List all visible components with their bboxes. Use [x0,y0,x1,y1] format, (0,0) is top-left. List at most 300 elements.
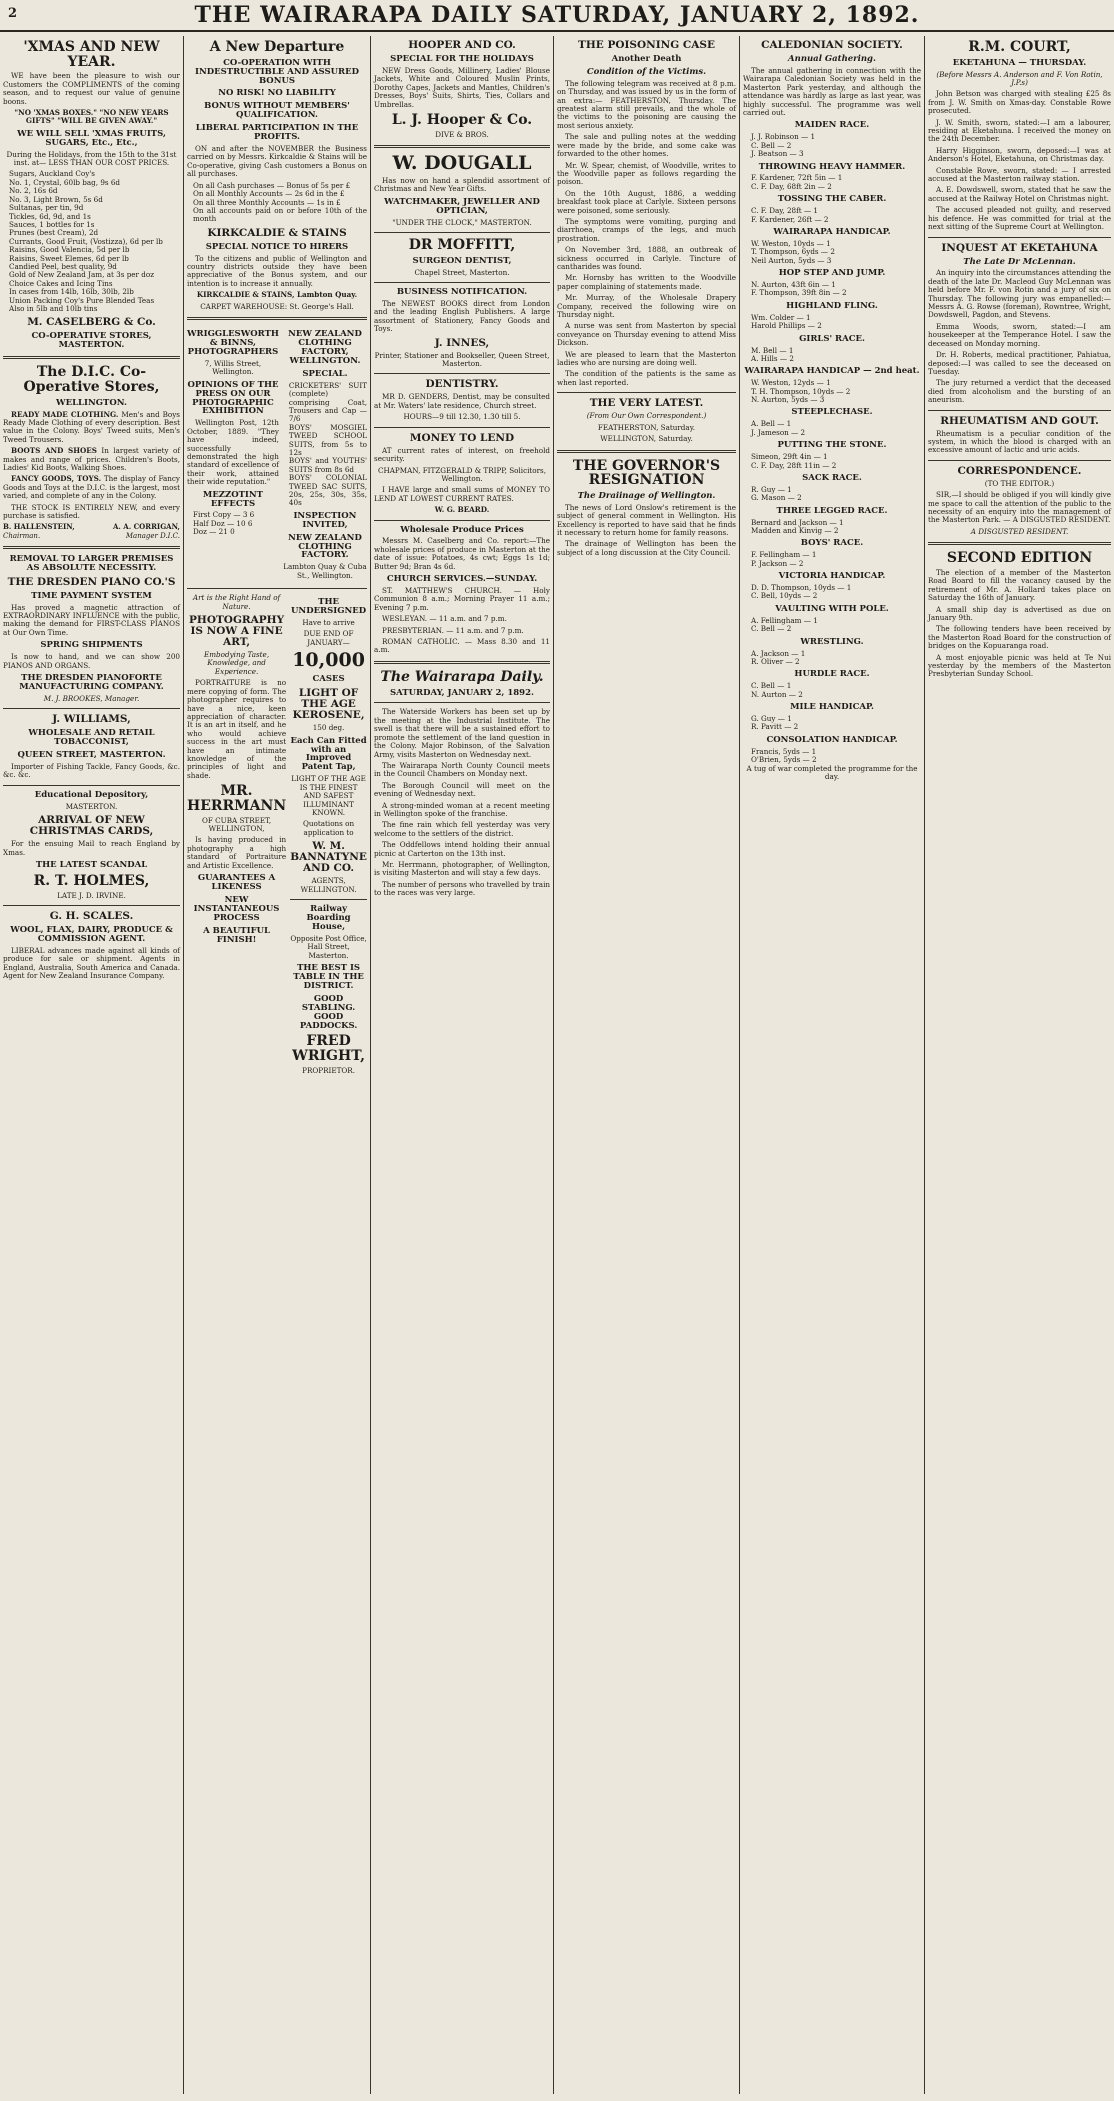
list-item: In cases from 14lb, 16lb, 30lb, 2lb [9,287,134,297]
opinions-text: Wellington Post, 12th October, 1889. "They have indeed, successfully demonstrated the high standard of excellence of their work, attained their wide reputation." [187,418,279,487]
dentistry-hours: HOURS—9 till 12.30, 1.30 till 5. [403,412,521,422]
watchmaker: WATCHMAKER, JEWELLER AND OPTICIAN, [384,196,540,216]
cases-word: CASES [312,674,345,685]
condition: Condition of the Victims. [586,66,707,77]
boarding: Railway Boarding House, [306,903,351,932]
list-item: Prunes (best Cream), 2d [9,228,99,238]
dentistry-heading: DENTISTRY. [425,378,499,391]
event-placing: W. Weston, 10yds — 1 [751,238,831,248]
best-table: THE BEST IS TABLE IN THE DISTRICT. [293,962,364,991]
photo-heading: PHOTOGRAPHY IS NOW A FINE ART, [189,614,285,649]
inquest-text: An inquiry into the circumstances attending the death of the late Dr. Macleod Guy McLennan was held before Mr. F. von Rotin and a jury of six on Thursday. The following jury was empanelled:—Messrs A. G. Rowse (foreman), Rowntree, Wright, Dowdswell, Pagdon, and Stevens. [928,268,1111,320]
photo-block [187,326,279,583]
business-text: The NEWEST BOOKS direct from London and the leading English Publishers. A large assortment of Stationery, Fancy Goods and Toys. [374,299,550,334]
signatory-role: Manager D.I.C. [125,531,180,540]
bannatyne: W. M. BANNATYNE AND CO. [290,840,367,875]
williams-text: Importer of Fishing Tackle, Fancy Goods, &c. &c. &c. [3,761,180,780]
dic-section-text: The display of Fancy Goods and Toys at the D.I.C. is the largest, most varied, and complete of any in the Colony. [3,474,180,501]
caledonian-heading: CALEDONIAN SOCIETY. [761,39,903,51]
list-item: No. 1, Crystal, 60lb bag, 9s 6d [9,177,121,187]
xmas-heading: 'XMAS AND NEW YEAR. [23,39,160,70]
event-placing: T. Thompson, 6yds — 2 [751,247,835,257]
business-notice: BUSINESS NOTIFICATION. [396,287,528,298]
bonus-list [193,182,367,224]
event-placing: C. Bell — 1 [751,681,792,691]
event-title: STEEPLECHASE. [791,407,873,418]
herrmann-sub: OF CUBA STREET, WELLINGTON, [202,815,272,833]
event-placing: P. Jackson — 2 [751,558,804,568]
list-item: First Copy — 3 6 [193,510,255,520]
rm-before: (Before Messrs A. Anderson and F. Von Rotin, J.P.s) [936,69,1103,88]
liberal-heading: LIBERAL PARTICIPATION IN THE PROFITS. [195,123,359,143]
hooper-name: L. J. Hooper & Co. [391,111,533,128]
educational-city: MASTERTON. [65,801,118,811]
special-notice: SPECIAL NOTICE TO HIRERS [205,241,349,252]
divider [3,708,180,709]
hooper-heading: HOOPER AND CO. [408,39,516,51]
caledonian-sub: Annual Gathering. [788,54,876,65]
list-item: On all accounts paid on or before 10th of the month [193,205,367,224]
xmas-boxes: "NO 'XMAS BOXES." "NO NEW YEARS GIFTS" "WILL BE GIVEN AWAY." [14,108,169,126]
herrmann-name: MR. HERRMANN [187,783,287,814]
signatory-role: Chairman. [3,531,41,540]
clothing-block [283,326,367,583]
divider [557,450,736,453]
piano-company: THE DRESDEN PIANOFORTE MANUFACTURING COMPANY. [19,672,164,692]
column-4 [554,36,739,2094]
event-placing: Simeon, 29ft 4in — 1 [751,452,828,462]
event-placing: W. Weston, 12yds — 1 [751,378,831,388]
second-edition: SECOND EDITION [946,550,1093,567]
inquest-heading: INQUEST AT EKETAHUNA [941,241,1098,254]
money-heading: MONEY TO LEND [409,431,515,444]
divider [3,546,180,549]
event-placing: Francis, 5yds — 1 [751,746,817,756]
rheumatism-heading: RHEUMATISM AND GOUT. [940,414,1099,427]
rm-paragraph: A. E. Dowdswell, sworn, stated that he saw the accused at the Railway Hotel on Christmas night. [928,185,1111,203]
nz-address: Lambton Quay & Cuba St., Wellington. [283,562,367,580]
letter-signature: A DISGUSTED RESIDENT. [970,526,1069,536]
column-2 [184,36,370,2094]
event-placing: C. Bell — 2 [751,624,792,634]
two-column-block [187,326,367,583]
cases-count: 10,000 [292,649,365,672]
event-placing: A. Bell — 1 [751,419,792,429]
sell-sub: During the Holidays, from the 15th to the 31st inst. at— LESS THAN OUR COST PRICES. [6,149,177,168]
list-item: CRICKETERS' SUIT (complete) comprising Coat, Trousers and Cap — 7/6 [288,380,367,424]
xmas-intro: WE have been the pleasure to wish our Customers the COMPLIMENTS of the coming season, and to request our value of genuine boons. [3,71,180,106]
light-heading: LIGHT OF THE AGE KEROSENE, [292,687,365,722]
arrival-text: For the ensuing Mail to reach England by Xmas. [3,839,180,857]
list-item: Sugars, Auckland Coy's [9,169,95,179]
no-risk: NO RISK! NO LIABILITY [218,88,336,99]
divider [374,520,550,521]
page-number: 2 [8,6,18,21]
very-latest: THE VERY LATEST. [589,397,704,410]
dic-city: WELLINGTON. [56,397,127,408]
rm-paragraph: The accused pleaded not guilty, and reserved his defence. He was committed for trial at the next sitting of the Supreme Court at Wellington. [928,205,1111,232]
paragraph: On the 10th August, 1886, a wedding breakfast took place at Carlyle. Sixteen persons were poisoned, some seriously. [557,188,736,215]
latest-heading: THE LATEST SCANDAL [35,859,148,870]
caselberg-sub: CO-OPERATIVE STORES, MASTERTON. [31,331,152,351]
dougall-text: Has now on hand a splendid assortment of Christmas and New Year Gifts. [374,176,550,194]
divider [3,785,180,786]
event-placing: Harold Phillips — 2 [751,321,822,331]
opinions-heading: OPINIONS OF THE PRESS ON OUR PHOTOGRAPHIC EXHIBITION [187,379,279,417]
church-heading: CHURCH SERVICES.—SUNDAY. [386,574,538,585]
event-placing: O'Brien, 5yds — 2 [751,755,817,765]
article: The number of persons who travelled by train to the races was very large. [374,879,550,898]
event-title: WAIRARAPA HANDICAP. [773,226,891,237]
article: The Borough Council will meet on the evening of Wednesday next. [374,780,550,799]
money-text-2: I HAVE large and small sums of MONEY TO LEND AT LOWEST CURRENT RATES. [374,485,550,503]
resignation-text: The news of Lord Onslow's retirement is the subject of general comment in Wellington. His Excellency is reported to have said that he finds it necessary to return home for family reasons. [557,502,736,538]
event-placing: F. Kardener, 72ft 5in — 1 [751,173,843,183]
departure-text: ON and after the NOVEMBER the Business carried on by Messrs. Kirkcaldie & Stains will be Co-operative, giving Cash customers a Bonus on all purchases. [187,144,367,179]
wright-sub: PROPRIETOR. [302,1065,355,1075]
list-item: Candied Peel, best quality, 9d [9,261,117,271]
event-title: TOSSING THE CABER. [777,194,887,205]
event-placing: G. Guy — 1 [751,714,792,723]
dic-section-text: Men's and Boys Ready Made Clothing of every description. Best value in the Colony. Boys' Tweed suits, Men's Tweed Trousers. [3,409,180,444]
zealand-clothing: NEW ZEALAND CLOTHING FACTORY, WELLINGTON. [288,329,362,366]
divider [374,282,550,283]
event-placing: C. F. Day, 28ft — 1 [751,206,818,216]
daily-text: The Waterside Workers has been set up by the meeting at the Industrial Institute. The swell is that there will be a sustained effort to promote the settlement of the land question in the Colony. Major Robinson, of the Salvation Army, visits Masterton on Wednesday next. [374,707,550,759]
events-list [743,121,921,764]
scales-name: G. H. SCALES. [49,909,134,922]
letter: SIR,—I should be obliged if you will kindly give me space to call the attention of the public to the necessity of an enquiry into the management of the Masterton Park. — A DISGUSTED RESIDENT. [928,490,1111,525]
second-paragraph: The following tenders have been received by the Masterton Road Board for the construction of bridges on the Kopuaranga road. [928,624,1111,651]
dic-section-label: FANCY GOODS, TOYS. [11,474,102,484]
dentistry-text: MR D. GENDERS, Dentist, may be consulted at Mr. Waters' late residence, Church street. [374,392,550,410]
event-title: GIRLS' RACE. [799,333,865,344]
holmes-sub: LATE J. D. IRVINE. [57,890,126,900]
list-item: Half Doz — 10 6 [193,518,253,528]
departure-heading: A New Departure [209,39,345,55]
divider [374,702,550,703]
bonus-heading: BONUS WITHOUT MEMBERS' QUALIFICATION. [204,101,350,121]
event-placing: A. Fellingham — 1 [751,615,818,625]
event-placing: J. J. Robinson — 1 [751,132,816,142]
divider [928,460,1111,461]
piano-heading: THE DRESDEN PIANO CO.'S [7,575,176,588]
wellington-dateline: WELLINGTON, Saturday. [600,434,693,444]
event-title: VICTORIA HANDICAP. [778,571,886,582]
paragraph: The symptoms were vomiting, purging and diarrhoea, cramps of the legs, and much prostration. [557,216,736,243]
paragraph: On November 3rd, 1888, an outbreak of sickness occurred in Carlyle. Tincture of cantharides was found. [557,245,736,271]
divider [928,237,1111,238]
piano-text: Has proved a magnetic attraction of EXTRAORDINARY INFLUENCE with the public, making the demand for FIRST-CLASS PIANOS at Our Own Time. [3,602,180,637]
list-item: On all Cash purchases — Bonus of 5s per £ [193,180,351,190]
event-placing: J. Beatson — 3 [751,149,804,159]
paragraph: Mr. W. Spear, chemist, of Woodville, writes to the Woodville paper as follows regarding the poison. [557,160,736,187]
carpet-warehouse: CARPET WAREHOUSE: St. George's Hall. [200,301,354,311]
event-placing: D. D. Thompson, 10yds — 1 [751,583,852,593]
dic-section-text: In largest variety of makes and range of prices. Children's Boots, Ladies' Kid Boots, Walking Shoes. [3,446,180,472]
daily-date: SATURDAY, JANUARY 2, 1892. [390,687,534,698]
divider [374,427,550,428]
featherston-dateline: FEATHERSTON, Saturday. [597,422,696,432]
event-placing: N. Aurton, 43ft 6in — 1 [751,280,836,290]
kirk-address: KIRKCALDIE & STAINS, Lambton Quay. [196,290,358,300]
divider [3,905,180,906]
event-title: PUTTING THE STONE. [777,440,887,451]
event-title: HOP STEP AND JUMP. [778,268,886,279]
second-paragraph: A most enjoyable picnic was held at Te Nui yesterday by the members of the Masterton Presbyterian Sunday School. [928,652,1111,679]
signatory-name: A. A. CORRIGAN, [113,522,180,532]
list-item: On all three Monthly Accounts — 1s in £ [193,197,341,207]
event-title: WAIRARAPA HANDICAP — 2nd heat. [744,366,920,377]
event-placing: T. H. Thompson, 10yds — 2 [751,386,851,396]
list-item: Doz — 21 0 [193,527,235,537]
holmes-name: R. T. HOLMES, [33,872,150,889]
event-placing: Neil Aurton, 5yds — 3 [751,255,832,265]
due-date: DUE END OF JANUARY— [303,629,354,647]
list-item: Choice Cakes and Icing Tins [9,278,113,288]
church-item: PRESBYTERIAN. — 11 a.m. and 7 p.m. [382,625,524,635]
resignation-text-2: The drainage of Wellington has been the subject of a long discussion at the City Council. [557,539,736,557]
rm-heading: R.M. COURT, [968,39,1071,55]
dic-signatories [3,523,180,539]
column-1 [0,36,183,2094]
event-placing: F. Thompson, 39ft 8in — 2 [751,288,847,298]
event-placing: C. F. Day, 28ft 11in — 2 [751,460,837,470]
williams-trade: WHOLESALE AND RETAIL TOBACCONIST, [28,728,155,748]
event-title: WRESTLING. [800,636,864,647]
rm-paragraph: J. W. Smith, sworn, stated:—I am a labourer, residing at Eketahuna. I received the money on the 24th December. [928,117,1111,144]
williams-name: J. WILLIAMS, [52,713,131,726]
list-item: Raisins, Sweet Elemes, 6d per lb [9,253,129,263]
event-placing: F. Kardener, 26ft — 2 [751,214,829,224]
event-title: MILE HANDICAP. [790,702,874,713]
divider [3,356,180,359]
paragraph: The sale and pulling notes at the wedding were made by the bride, and some cake was forwarded to the other homes. [557,132,736,159]
two-column-block [187,594,367,1078]
inquest-paragraph: Dr. H. Roberts, medical practitioner, Pahiatua, deposed:—I was called to see the deceased on Tuesday. [928,350,1111,376]
springs-heading: SPRING SHIPMENTS [40,640,143,651]
masthead [0,0,1114,32]
event-placing: J. Jameson — 2 [751,427,806,437]
nz-factory: NEW ZEALAND CLOTHING FACTORY. [288,532,362,561]
stabling: GOOD STABLING. GOOD PADDOCKS. [299,993,358,1031]
bannatyne-sub: AGENTS, WELLINGTON. [300,876,357,894]
event-title: HIGHLAND FLING. [786,300,878,311]
money-text: AT current rates of interest, on freehold security. [374,445,550,464]
piano-manager: M. J. BROOKES, Manager. [43,693,140,703]
special-heading: SPECIAL. [302,368,348,379]
resignation-heading: THE GOVERNOR'S RESIGNATION [572,457,721,489]
springs-text: Is now to hand, and we can show 200 PIANOS AND ORGANS. [3,652,180,670]
event-placing: F. Fellingham — 1 [751,550,817,560]
event-placing: Wm. Colder — 1 [751,312,811,322]
special-list [289,382,367,508]
dougall-name: W. DOUGALL [392,152,532,175]
church-item: ROMAN CATHOLIC. — Mass 8.30 and 11 a.m. [374,637,550,655]
event-placing: M. Bell — 1 [751,345,794,355]
article: The Wairarapa North County Council meets in the Council Chambers on Monday next. [374,760,550,779]
daily-title: The Wairarapa Daily. [380,668,544,685]
second-text: The election of a member of the Masterton Road Board to fill the vacancy caused by the retirement of Mr. A. Hollard takes place on Saturday the 16th of January. [928,567,1111,603]
rheumatism-text: Rheumatism is a peculiar condition of the system, in which the blood is charged with an excessive amount of lactic and uric acids. [928,428,1111,455]
own-correspondent: (From Our Own Correspondent.) [586,411,707,421]
event-title: VAULTING WITH POLE. [775,603,889,614]
event-placing: N. Aurton, 5yds — 3 [751,395,825,405]
divider [928,542,1111,545]
list-item: Sultanas, per tin, 9d [9,203,84,213]
inquest-sub: The Late Dr McLennan. [963,256,1076,267]
photography-block [187,594,286,1078]
event-placing: C. Bell, 10yds — 2 [751,591,818,601]
guarantee: GUARANTEES A LIKENESS [197,872,276,892]
list-item: No. 3, Light Brown, 5s 6d [9,194,103,204]
list-item: No. 2, 16s 6d [9,186,58,196]
paragraph: Mr. Hornsby has written to the Woodville paper complaining of statements made. [557,273,736,291]
signatory-name: B. HALLENSTEIN, [3,522,75,532]
quotations: Quotations on application to [303,819,355,837]
article: Mr. Herrmann, photographer, of Wellington, is visiting Masterton and will stay a few days. [374,859,550,878]
divider [374,661,550,664]
event-title: HURDLE RACE. [794,669,870,680]
event-placing: A. Jackson — 1 [751,648,806,658]
to-editor: (TO THE EDITOR.) [984,478,1055,488]
chapman: CHAPMAN, FITZGERALD & TRIPP, Solicitors, Wellington. [377,465,547,483]
event-placing: N. Aurton — 2 [751,689,803,699]
moffitt-name: DR MOFFITT, [408,237,516,254]
column-6 [925,36,1114,2094]
special-text: To the citizens and public of Wellington and country districts outside they have been appreciative of the Bonus system, and our intention is to increase it annually. [187,253,367,288]
wrig-address: 7, Willis Street, Wellington. [204,358,262,377]
wholesale-text: Messrs M. Caselberg and Co. report:—The wholesale prices of produce in Masterton at the date of issue: Potatoes, 4s cwt; Eggs 1s 1d; Butter 9d; Bran 4s 6d. [374,536,550,571]
moffitt-addr: Chapel Street, Masterton. [414,267,510,277]
list-item: Also in 5lb and 10lb tins [9,303,98,313]
list-item: BOYS' and YOUTHS' SUITS from 8s 6d [288,456,367,474]
list-item: Gold of New Zealand Jam, at 3s per doz [9,270,154,280]
departure-sub: CO-OPERATION WITH INDESTRUCTIBLE AND ASSURED BONUS [195,57,359,86]
event-placing: A. Hills — 2 [751,353,794,363]
divider [557,392,736,393]
rm-sub: EKETAHUNA — THURSDAY. [952,57,1087,68]
event-title: MAIDEN RACE. [794,120,870,131]
photo-text: PORTRAITURE is no mere copying of form. The photographer requires to have a nice, keen appreciation of character. It is an art in itself, and he who would achieve success in the art must have an intimate knowledge of the principles of light and shade. [187,678,287,780]
list-item: BOYS' MOSGIEL TWEED SCHOOL SUITS, from 5s to 12s [288,422,367,457]
event-title: CONSOLATION HANDICAP. [766,734,898,745]
event-title: THREE LEGGED RACE. [776,505,888,516]
innes-sub: Printer, Stationer and Bookseller, Queen Street, Masterton. [374,350,550,369]
divider [187,588,367,589]
event-title: SACK RACE. [802,472,862,483]
boarding-sub: Opposite Post Office, Hall Street, Masterton. [290,933,367,960]
resignation-sub: The Draiinage of Wellington. [577,490,716,501]
caledonian-text: The annual gathering in connection with the Wairarapa Caledonian Society was held in the Masterton Park yesterday, and although the attendance was hardly as large as last year, was highly successful. The programme was well carried out. [743,65,921,117]
inquest-paragraph: Emma Woods, sworn, stated:—I am housekeeper at the Temperance Hotel. I saw the deceased on Monday morning. [928,321,1111,348]
under-clock: "UNDER THE CLOCK," MASTERTON. [392,217,532,227]
article: The fine rain which fell yesterday was very welcome to the settlers of the district. [374,820,550,838]
event-placing: C. F. Day, 68ft 2in — 2 [751,181,832,191]
event-title: THROWING HEAVY HAMMER. [758,161,906,172]
price-list [9,170,180,313]
paragraph: A nurse was sent from Masterton by special conveyance on Thursday evening to attend Miss Dickson. [557,321,736,348]
divider [374,232,550,233]
innes-name: J. INNES, [434,336,490,349]
dic-name: The D.I.C. Co-Operative Stores, [23,364,160,395]
paragraph: The condition of the patients is the same as when last reported. [557,369,736,387]
poisoning-sub: Another Death [611,54,682,65]
moffitt-sub: SURGEON DENTIST, [412,255,512,266]
scales-text: LIBERAL advances made against all kinds of produce for sale or shipment. Agents in England, Australia, South America and Canada. Agent for New Zealand Insurance Company. [3,945,180,981]
divider [187,317,367,320]
event-placing: R. Oliver — 2 [751,656,800,666]
dic-section-label: READY MADE CLOTHING. [11,409,119,419]
event-placing: G. Mason — 2 [751,493,802,503]
hooper-text: NEW Dress Goods, Millinery, Ladies' Blouse Jackets, White and Coloured Muslin Prints, Dorothy Capes, Jackets and Mantles, Children's Dresses, Boys' Suits, Shirts, Ties, Collars and Umbrellas. [374,65,550,109]
have-to-arrive: Have to arrive [302,618,355,628]
piano-sub: TIME PAYMENT SYSTEM [31,590,152,601]
paragraph: Mr. Murray, of the Wholesale Drapery Company, received the following wire on Thursday night. [557,293,736,320]
event-placing: C. Bell — 2 [751,140,792,150]
herrmann-text: Is having produced in photography a high standard of Portraiture and Artistic Excellence. [187,835,287,870]
beard: W. G. BEARD. [434,505,490,515]
list-item: Union Packing Coy's Pure Blended Teas [9,295,155,305]
wrigglesworth: WRIGGLESWORTH & BINNS, PHOTOGRAPHERS [187,329,279,357]
poisoning-heading: THE POISONING CASE [578,39,715,51]
rm-text: John Betson was charged with stealing £25 8s from J. W. Smith on Xmas-day. Constable Rowe prosecuted. [928,89,1111,116]
beautiful-finish: A BEAUTIFUL FINISH! [203,925,271,945]
rm-paragraph: Harry Higginson, sworn, deposed:—I was at Anderson's Hotel, Eketahuna, on Christmas day. [928,145,1111,164]
fitted: Each Can Fitted with an Improved Patent Tap, [290,735,367,773]
hooper-addr: DIVE & BROS. [435,129,489,139]
undersigned: THE UNDERSIGNED [291,597,367,617]
light-text: 150 deg. [312,723,345,733]
instantaneous: NEW INSTANTANEOUS PROCESS [193,894,280,923]
second-paragraph: A small ship day is advertised as due on January 9th. [928,604,1111,622]
list-item: BOYS' COLONIAL TWEED SAC SUITS, 20s, 25s, 30s, 35s, 40s [288,473,367,508]
dic-footer: THE STOCK IS ENTIRELY NEW, and every purchase is satisfied. [3,502,180,520]
scales-trade: WOOL, FLAX, DAIRY, PRODUCE & COMMISSION AGENT. [10,925,173,944]
list-item: On all Monthly Accounts — 2s 6d in the £ [193,189,345,199]
paragraph: We are pleased to learn that the Masterton ladies who are nursing are doing well. [557,349,736,368]
list-item: Sauces, 1 bottles for 1s [9,219,95,229]
divider [290,899,367,900]
sell-heading: WE WILL SELL 'XMAS FRUITS, SUGARS, Etc., Etc., [17,128,166,148]
correspondence-heading: CORRESPONDENCE. [957,464,1082,477]
column-3 [371,36,553,2094]
kirk-name: KIRKCALDIE & STAINS [207,226,347,239]
church-item: ST. MATTHEW'S CHURCH. — Holy Communion 8 a.m.; Morning Prayer 11 a.m.; Evening 7 p.m. [374,586,550,612]
rm-paragraph: Constable Rowe, sworn, stated: — I arrested accused at the Masterton railway station. [928,165,1111,184]
photo-sub: Embodying Taste, Knowledge, and Experience. [204,650,270,676]
divider [374,145,550,148]
removal-heading: REMOVAL TO LARGER PREMISES AS ABSOLUTE NECESSITY. [9,553,174,573]
kerosene-block [290,594,367,1078]
inquest-paragraph: The jury returned a verdict that the deceased died from alcoholism and the bursting of an aneurism. [928,378,1111,405]
column-5 [740,36,924,2094]
event-placing: Bernard and Jackson — 1 [751,517,844,527]
divider [928,410,1111,411]
inspection: INSPECTION INVITED, [293,510,357,530]
mezzotint-heading: MEZZOTINT EFFECTS [202,489,264,509]
wholesale-heading: Wholesale Produce Prices [400,524,524,535]
church-item: WESLEYAN. — 11 a.m. and 7 p.m. [382,614,507,624]
list-item: Tickles, 6d, 9d, and 1s [9,211,91,221]
poisoning-text: The following telegram was received at 8 p.m. on Thursday, and was issued by us in the form of an extra:— FEATHERSTON, Thursday. The greatest alarm still prevails, and the whole of the victims to the poisoning are causing the most serious anxiety. [557,78,736,130]
closing: A tug of war completed the programme for the day. [746,763,918,781]
event-placing: R. Pavitt — 2 [751,722,799,732]
educational-heading: Educational Depository, [34,789,149,800]
purchase: LIGHT OF THE AGE IS THE FINEST AND SAFEST ILLUMINANT KNOWN. [291,774,366,817]
dic-section-label: BOOTS AND SHOES [11,446,97,456]
newspaper-title: THE WAIRARAPA DAILY SATURDAY, JANUARY 2, 1892. [194,2,920,28]
